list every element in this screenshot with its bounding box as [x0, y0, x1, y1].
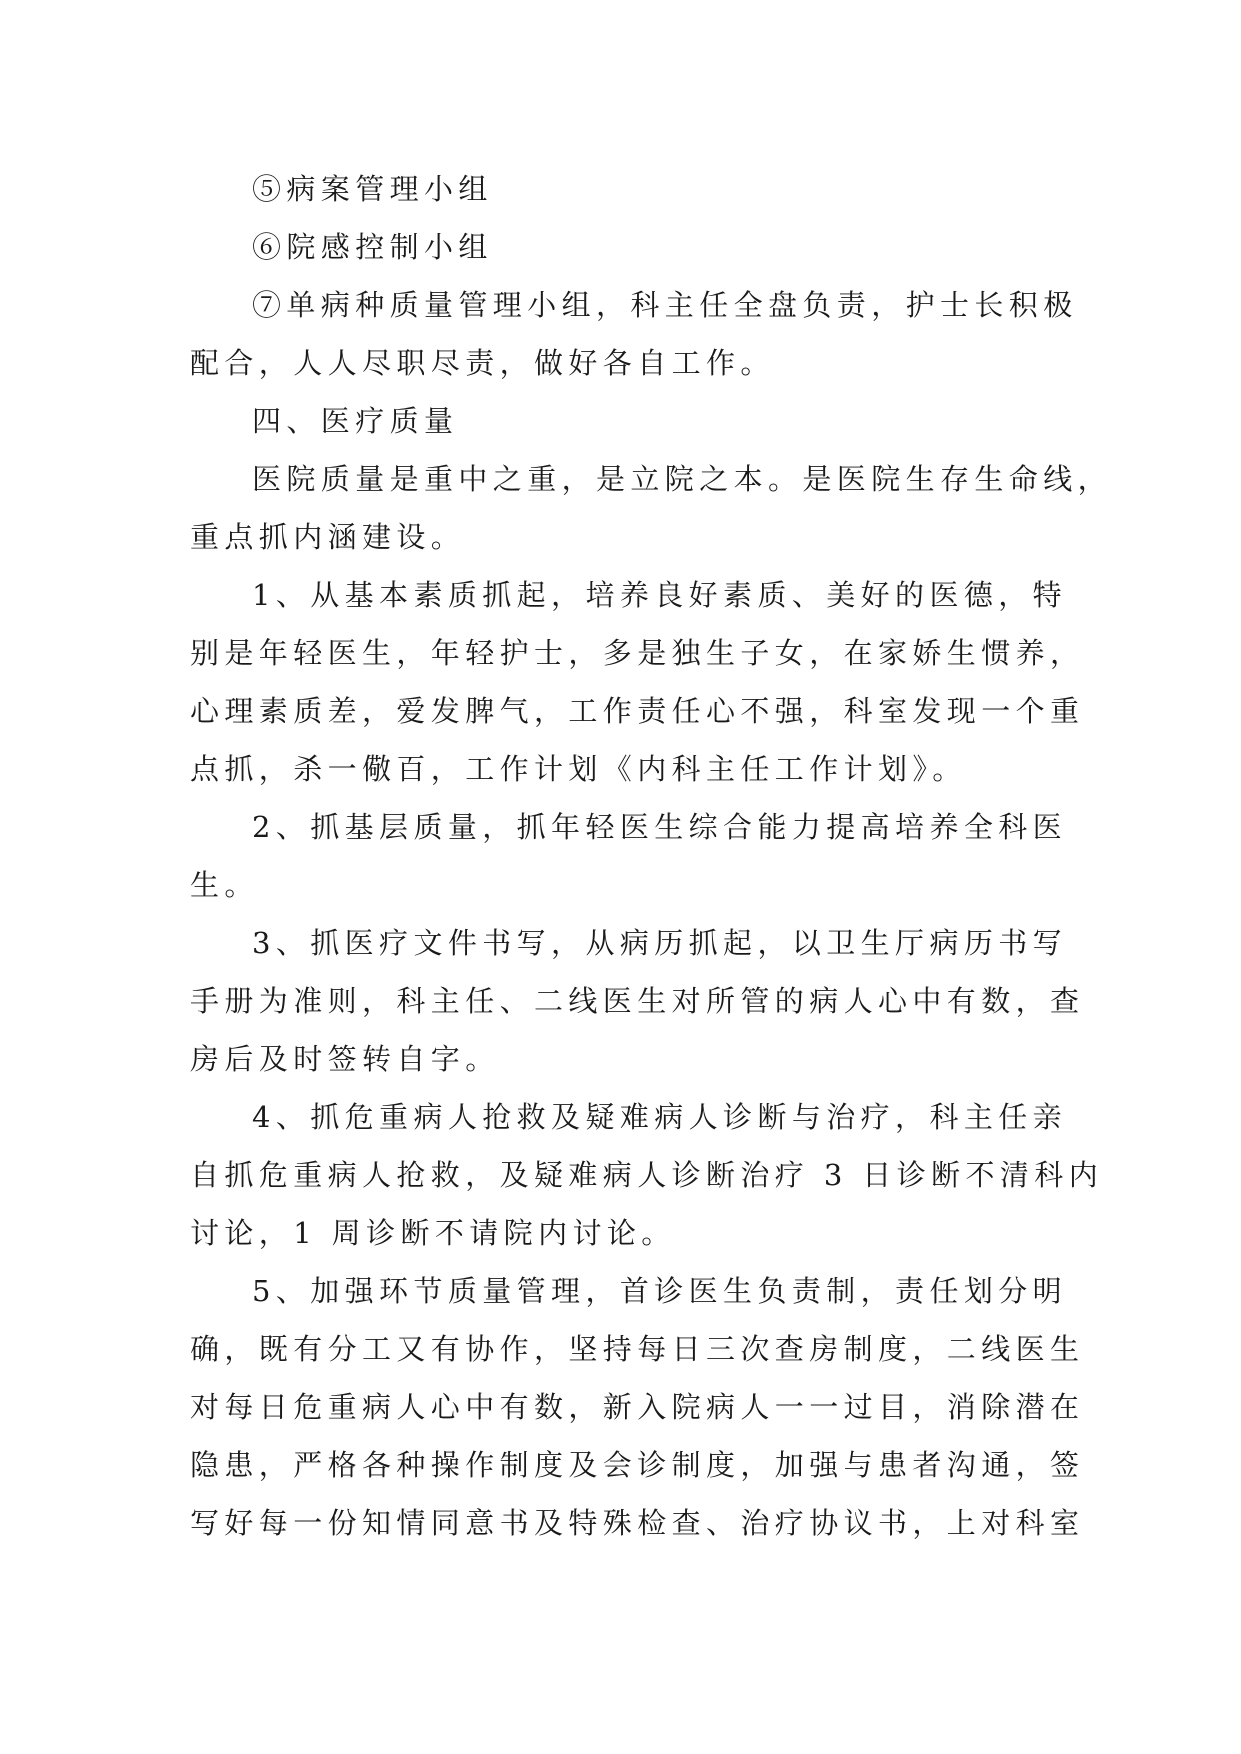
text-line: 配合，人人尽职尽责，做好各自工作。 — [190, 346, 775, 380]
body-text — [190, 160, 1113, 1552]
text-line: 房后及时签转自字。 — [190, 1042, 500, 1076]
text-line: 手册为准则，科主任、二线医生对所管的病人心中有数，查 — [190, 984, 1085, 1018]
text-line: 对每日危重病人心中有数，新入院病人一一过目，消除潜在 — [190, 1390, 1085, 1424]
text-line: 别是年轻医生，年轻护士，多是独生子女，在家娇生惯养， — [190, 636, 1085, 670]
text-line: 4、抓危重病人抢救及疑难病人诊断与治疗，科主任亲 — [252, 1100, 1068, 1134]
text-line: ⑥院感控制小组 — [252, 230, 493, 264]
text-line: 隐患，严格各种操作制度及会诊制度，加强与患者沟通，签 — [190, 1448, 1085, 1482]
text-line: ⑤病案管理小组 — [252, 172, 493, 206]
text-line: ⑦单病种质量管理小组，科主任全盘负责，护士长积极 — [252, 288, 1078, 322]
text-line: 3、抓医疗文件书写，从病历抓起，以卫生厅病历书写 — [252, 926, 1068, 960]
text-line: 讨论，1 周诊断不请院内讨论。 — [190, 1216, 676, 1250]
text-line: 自抓危重病人抢救，及疑难病人诊断治疗 3 日诊断不清科内 — [190, 1158, 1104, 1192]
section-heading: 四、医疗质量 — [252, 404, 459, 438]
text-line: 5、加强环节质量管理，首诊医生负责制，责任划分明 — [252, 1274, 1068, 1308]
text-line: 写好每一份知情同意书及特殊检查、治疗协议书，上对科室 — [190, 1506, 1085, 1540]
text-line: 重点抓内涵建设。 — [190, 520, 466, 554]
text-line: 确，既有分工又有协作，坚持每日三次查房制度，二线医生 — [190, 1332, 1085, 1366]
text-line: 医院质量是重中之重，是立院之本。是医院生存生命线， — [252, 462, 1113, 496]
text-line: 1、从基本素质抓起，培养良好素质、美好的医德，特 — [252, 578, 1068, 612]
text-line: 心理素质差，爱发脾气，工作责任心不强，科室发现一个重 — [190, 694, 1085, 728]
text-line: 生。 — [190, 868, 259, 902]
text-line: 点抓，杀一儆百，工作计划《内科主任工作计划》。 — [190, 752, 967, 786]
text-line: 2、抓基层质量，抓年轻医生综合能力提高培养全科医 — [252, 810, 1068, 844]
